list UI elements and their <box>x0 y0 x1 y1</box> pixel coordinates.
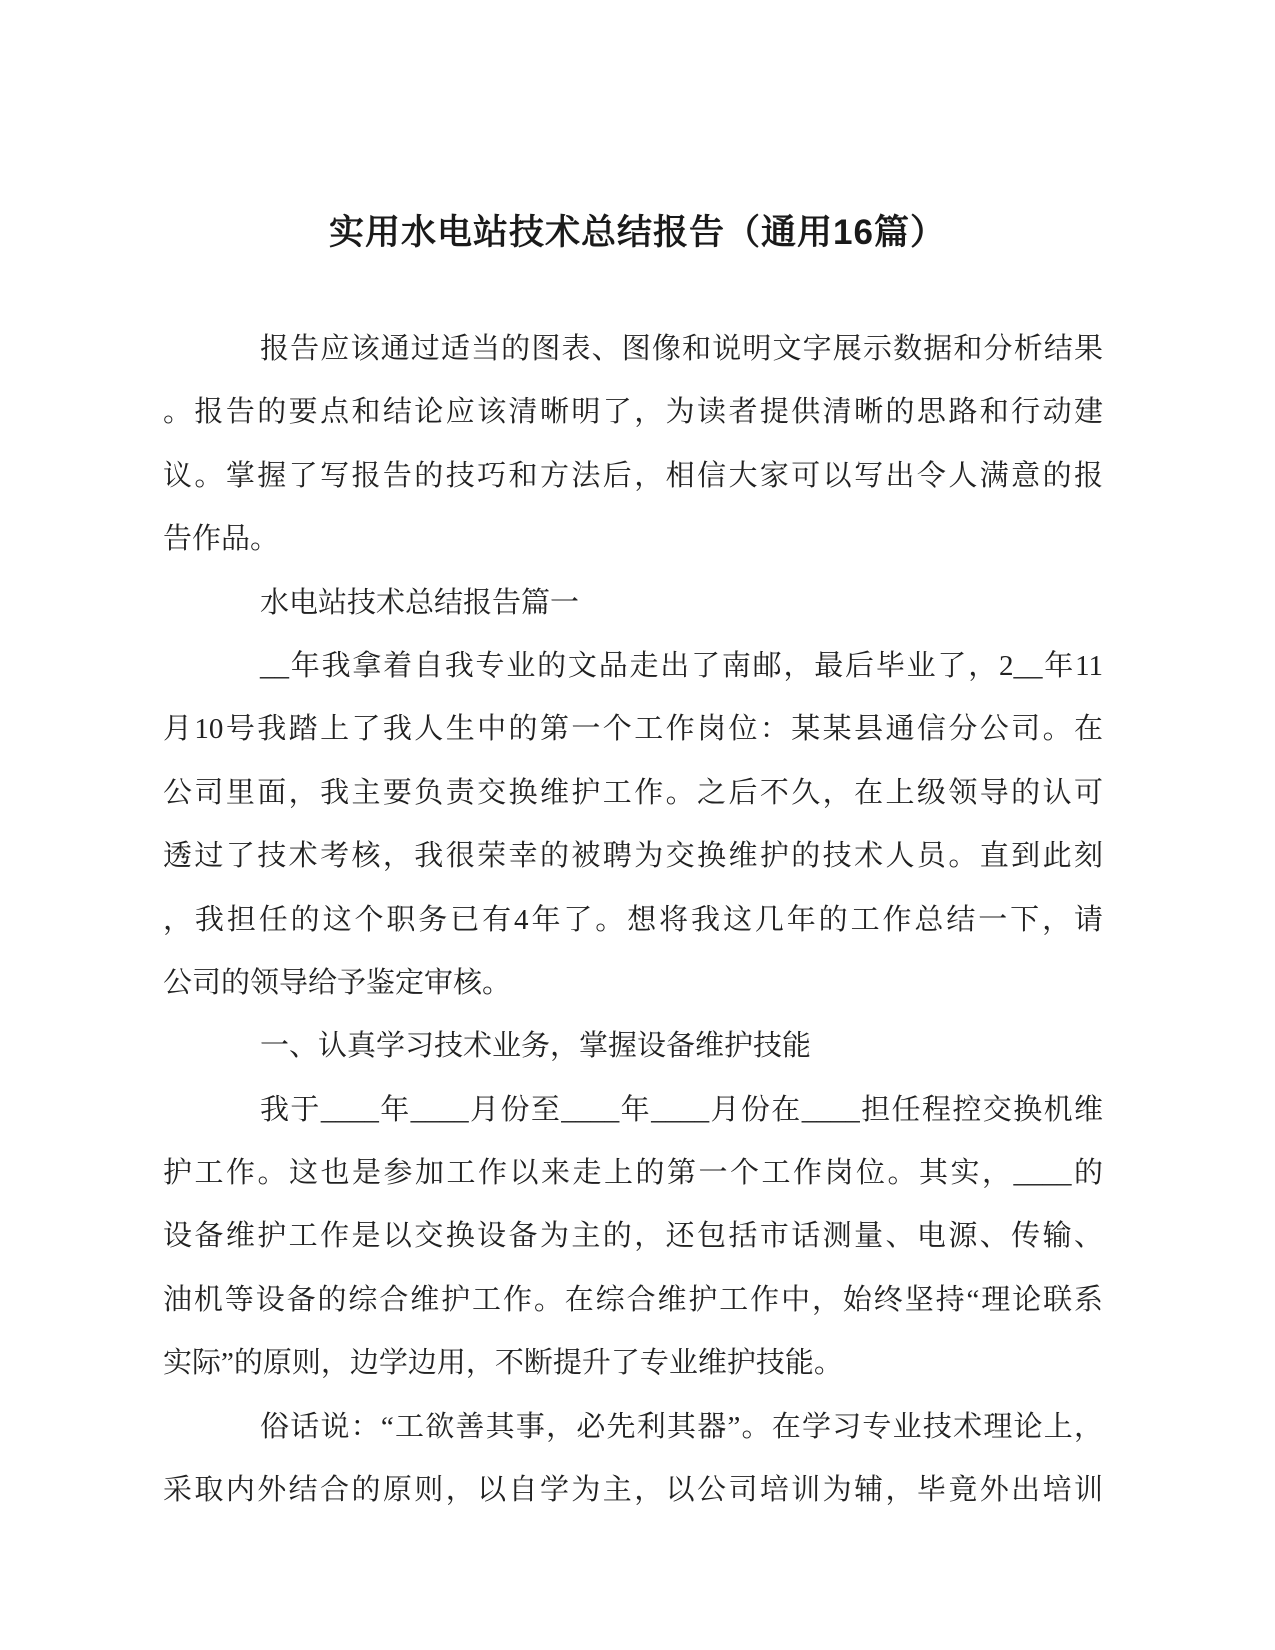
document-title: 实用水电站技术总结报告（通用16篇） <box>329 213 946 252</box>
document-text-line: 透过了技术考核，我很荣幸的被聘为交换维护的技术人员。直到此刻 <box>163 840 1103 873</box>
document-text-line: 我于____年____月份至____年____月份在____担任程控交换机维 <box>260 1093 1103 1126</box>
document-text-line: 护工作。这也是参加工作以来走上的第一个工作岗位。其实，____的 <box>163 1157 1103 1190</box>
document-text-line: 一、认真学习技术业务，掌握设备维护技能 <box>260 1030 812 1063</box>
document-text-line: 油机等设备的综合维护工作。在综合维护工作中，始终坚持“理论联系 <box>163 1283 1103 1316</box>
document-text-line: 采取内外结合的原则，以自学为主，以公司培训为辅，毕竟外出培训 <box>163 1474 1103 1507</box>
document-text-line: 议。掌握了写报告的技巧和方法后，相信大家可以写出令人满意的报 <box>163 459 1103 492</box>
document-text-line: __年我拿着自我专业的文品走出了南邮，最后毕业了，2__年11 <box>260 649 1103 682</box>
document-body <box>163 318 1103 1522</box>
document-text-line: 月10号我踏上了我人生中的第一个工作岗位：某某县通信分公司。在 <box>163 713 1103 746</box>
document-text-line: 实际”的原则，边学边用，不断提升了专业维护技能。 <box>163 1347 843 1380</box>
document-text-line: 报告应该通过适当的图表、图像和说明文字展示数据和分析结果 <box>260 333 1103 365</box>
document-text-line: 公司里面，我主要负责交换维护工作。之后不久，在上级领导的认可 <box>163 776 1103 809</box>
document-text-line: 水电站技术总结报告篇一 <box>260 586 580 619</box>
document-text-line: 设备维护工作是以交换设备为主的，还包括市话测量、电源、传输、 <box>163 1220 1103 1253</box>
document-text-line: 告作品。 <box>163 523 280 556</box>
document-text-line: 。报告的要点和结论应该清晰明了，为读者提供清晰的思路和行动建 <box>163 396 1103 429</box>
document-text-line: 俗话说：“工欲善其事，必先利其器”。在学习专业技术理论上， <box>260 1410 1103 1443</box>
document-text-line: 公司的领导给予鉴定审核。 <box>163 966 512 999</box>
document-text-line: ，我担任的这个职务已有4年了。想将我这几年的工作总结一下，请 <box>163 903 1103 936</box>
